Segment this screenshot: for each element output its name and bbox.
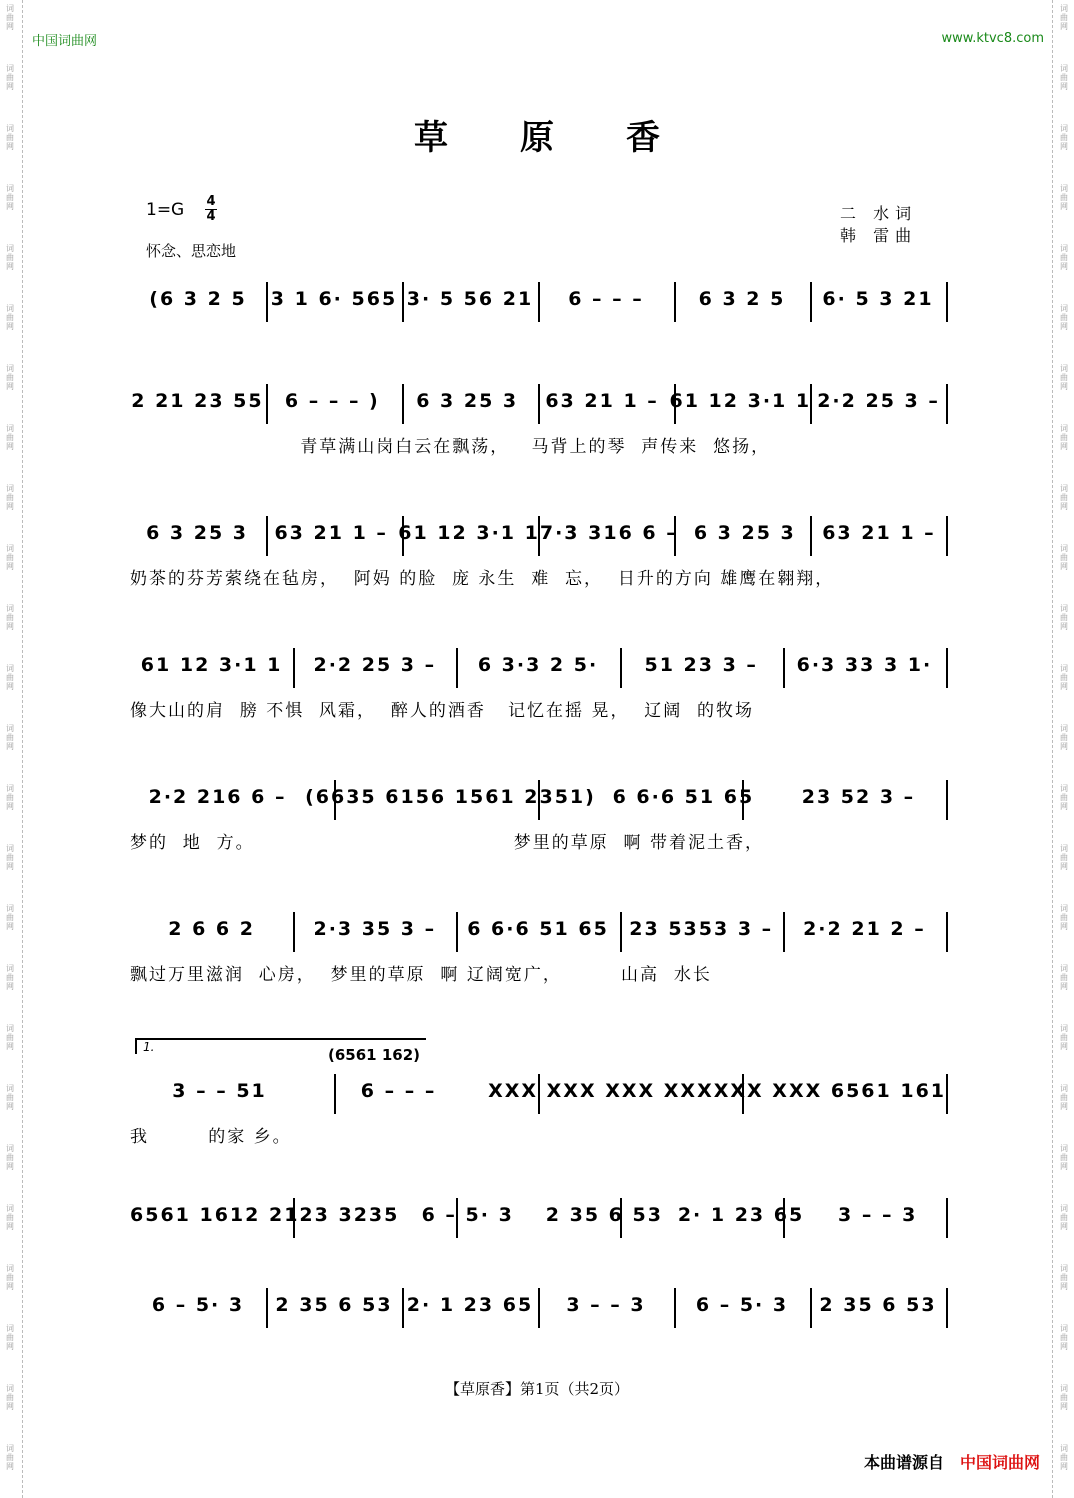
measure: 6 – – – [360, 1080, 437, 1102]
side-watermark-glyphs: 词 曲 网 [6, 1264, 14, 1291]
measure-group [130, 1204, 946, 1226]
score-row [130, 648, 946, 690]
score-row [130, 912, 946, 954]
side-watermark-glyphs: 词 曲 网 [6, 544, 14, 571]
measure-group [130, 918, 946, 940]
barline [674, 384, 676, 424]
time-signature [205, 195, 217, 224]
side-watermark-glyphs: 词 曲 网 [6, 1084, 14, 1111]
left-border [22, 0, 23, 1498]
side-watermark-glyphs: 词 曲 网 [6, 64, 14, 91]
barline [402, 282, 404, 322]
measure: 3 – – 3 [838, 1204, 918, 1226]
right-border [1052, 0, 1053, 1498]
lyricist: 二 水词 [840, 204, 918, 223]
measure: 23 5353 3 – [629, 918, 774, 940]
barline [620, 648, 622, 688]
source-label: 本曲谱源自 [863, 1453, 944, 1472]
barline [538, 780, 540, 820]
measure: 61 12 3·1 1 [140, 654, 283, 676]
side-watermark-glyphs: 词 曲 网 [6, 484, 14, 511]
measure: 3· 5 56 21 [406, 288, 534, 310]
measure: 2·3 35 3 – [313, 918, 437, 940]
barline [266, 282, 268, 322]
barline [538, 1288, 540, 1328]
barline [293, 1198, 295, 1238]
barline [946, 1074, 948, 1114]
measure: 2 6 6 2 [168, 918, 255, 940]
barline [456, 1198, 458, 1238]
measure: 6 3·3 2 5· [477, 654, 599, 676]
side-watermark-glyphs: 词 曲 网 [6, 244, 14, 271]
side-watermark-glyphs: 词 曲 网 [1060, 1204, 1068, 1231]
side-watermark-glyphs: 词 曲 网 [6, 1144, 14, 1171]
side-watermark-glyphs: 词 曲 网 [1060, 64, 1068, 91]
key-signature: 1=G [146, 200, 185, 220]
lyric-line: 梦的 地 方。 梦里的草原 啊 带着泥土香， [130, 833, 764, 853]
barline [266, 516, 268, 556]
measure: 2·2 216 6 – [148, 786, 287, 808]
measure: 6 – – – ) [284, 390, 380, 412]
barline [946, 282, 948, 322]
credits [840, 203, 917, 247]
barline [293, 648, 295, 688]
barline [742, 780, 744, 820]
measure: 2·2 25 3 – [817, 390, 940, 412]
measure: 63 21 1 – [545, 390, 659, 412]
side-watermark-glyphs: 词 曲 网 [6, 424, 14, 451]
barline [402, 516, 404, 556]
side-watermark-glyphs: 词 曲 网 [6, 964, 14, 991]
barline [266, 384, 268, 424]
barline [810, 1288, 812, 1328]
side-watermark-glyphs: 词 曲 网 [1060, 484, 1068, 511]
measure: 2· 1 23 65 [406, 1294, 534, 1316]
barline [783, 912, 785, 952]
barline [783, 648, 785, 688]
side-watermark-glyphs: 词 曲 网 [6, 1384, 14, 1411]
side-watermark-glyphs: 词 曲 网 [1060, 1024, 1068, 1051]
side-watermark-glyphs: 词 曲 网 [1060, 304, 1068, 331]
barline [783, 1198, 785, 1238]
side-watermark-glyphs: 词 曲 网 [1060, 244, 1068, 271]
side-watermark-glyphs: 词 曲 网 [1060, 664, 1068, 691]
site-url-right[interactable]: www.ktvc8.com [941, 31, 1044, 46]
score-row [130, 516, 946, 558]
volta-label: 1. [143, 1040, 155, 1054]
score-row [130, 282, 946, 324]
score-row [130, 1198, 946, 1240]
measure: 6 – 5· 3 [695, 1294, 789, 1316]
barline [402, 384, 404, 424]
side-watermark-glyphs: 词 曲 网 [1060, 1084, 1068, 1111]
barline [293, 912, 295, 952]
measure: 2 35 6 53 [819, 1294, 937, 1316]
measure: 63 21 1 – [274, 522, 388, 544]
song-title: 草原香 [414, 118, 732, 158]
measure: 51 23 3 – [644, 654, 758, 676]
side-watermark-glyphs: 词 曲 网 [1060, 184, 1068, 211]
barline [674, 1288, 676, 1328]
side-watermark-glyphs: 词 曲 网 [6, 784, 14, 811]
lyric-line: 奶茶的芬芳萦绕在毡房， 阿妈 的脸 庞 永生 难 忘， 日升的方向 雄鹰在翱翔， [130, 569, 835, 589]
tempo-mood: 怀念、思恋地 [146, 242, 237, 260]
barline [674, 516, 676, 556]
barline [334, 1074, 336, 1114]
side-watermark-glyphs: 词 曲 网 [6, 124, 14, 151]
site-name-left[interactable]: 中国词曲网 [32, 34, 98, 49]
side-watermark-glyphs: 词 曲 网 [6, 1324, 14, 1351]
side-watermark-glyphs: 词 曲 网 [6, 1024, 14, 1051]
side-watermark-glyphs: 词 曲 网 [1060, 964, 1068, 991]
measure: 2 35 6 53 [275, 1294, 393, 1316]
measure: 2 21 23 55 [131, 390, 264, 412]
side-watermark-glyphs: 词 曲 网 [1060, 1444, 1068, 1471]
measure: 2·2 25 3 – [313, 654, 437, 676]
side-watermark-glyphs: 词 曲 网 [6, 724, 14, 751]
measure: 2·2 21 2 – [803, 918, 926, 940]
side-watermark-glyphs: 词 曲 网 [1060, 904, 1068, 931]
lyric-line: 青草满山岗白云在飘荡， 马背上的琴 声传来 悠扬， [130, 437, 771, 457]
side-watermark-glyphs: 词 曲 网 [6, 904, 14, 931]
measure: 6 3 25 3 [146, 522, 249, 544]
side-watermark-glyphs: 词 曲 网 [6, 844, 14, 871]
barline [946, 648, 948, 688]
measure: 2 35 6 53 [545, 1204, 663, 1226]
side-watermark-glyphs: 词 曲 网 [1060, 364, 1068, 391]
measure: 6 – 5· 3 [151, 1294, 245, 1316]
score-row [130, 780, 946, 822]
barline [946, 384, 948, 424]
side-watermark-glyphs: 词 曲 网 [6, 304, 14, 331]
side-watermark-glyphs: 词 曲 网 [1060, 1144, 1068, 1171]
barline [810, 516, 812, 556]
measure-group [130, 654, 946, 676]
measure: 6561 1612 2123 3235 [130, 1204, 400, 1226]
measure: 61 12 3·1 1 [669, 390, 812, 412]
measure: 6·3 33 3 1· [796, 654, 933, 676]
side-watermark-glyphs: 词 曲 网 [1060, 4, 1068, 31]
side-watermark-glyphs: 词 曲 网 [6, 664, 14, 691]
side-watermark-glyphs: 词 曲 网 [1060, 604, 1068, 631]
measure: 6 3 25 3 [693, 522, 796, 544]
side-watermark-glyphs: 词 曲 网 [1060, 844, 1068, 871]
side-watermark-glyphs: 词 曲 网 [6, 1444, 14, 1471]
measure: 2· 1 23 65 [677, 1204, 805, 1226]
page-footer: 【草原香】第1页（共2页） [444, 1380, 630, 1398]
side-watermark-glyphs: 词 曲 网 [6, 364, 14, 391]
measure: XXX XXX XXX XXX [488, 1080, 714, 1102]
barline [538, 384, 540, 424]
barline [946, 516, 948, 556]
lyric-line: 飘过万里滋润 心房， 梦里的草原 啊 辽阔宽广， 山高 水长 [130, 965, 712, 985]
side-watermark-glyphs: 词 曲 网 [1060, 424, 1068, 451]
measure: 3 – – 3 [566, 1294, 646, 1316]
lyric-line: 像大山的肩 膀 不惧 风霜， 醉人的酒香 记忆在摇 晃， 辽阔 的牧场 [130, 701, 755, 721]
source-brand[interactable]: 中国词曲网 [959, 1453, 1040, 1472]
barline [456, 648, 458, 688]
measure: 23 52 3 – [801, 786, 916, 808]
score-row [130, 1288, 946, 1330]
measure: 6· 5 3 21 [822, 288, 934, 310]
side-watermark-glyphs: 词 曲 网 [6, 1204, 14, 1231]
barline [334, 780, 336, 820]
measure: 6 6·6 51 65 [467, 918, 609, 940]
measure: 63 21 1 – [822, 522, 936, 544]
side-watermark-glyphs: 词 曲 网 [1060, 544, 1068, 571]
measure: 6 – – – [568, 288, 644, 310]
side-watermark-glyphs: 词 曲 网 [1060, 724, 1068, 751]
barline [742, 1074, 744, 1114]
barline [810, 282, 812, 322]
source-credit [864, 1450, 1040, 1473]
barline [620, 912, 622, 952]
side-watermark-glyphs: 词 曲 网 [6, 184, 14, 211]
measure: 6 3 25 3 [416, 390, 519, 412]
barline [266, 1288, 268, 1328]
barline [810, 384, 812, 424]
side-watermark-glyphs: 词 曲 网 [1060, 1384, 1068, 1411]
composer: 韩 雷曲 [840, 226, 918, 245]
barline [402, 1288, 404, 1328]
measure: 6 – 5· 3 [421, 1204, 514, 1226]
measure: XXX XXX 6561 161 [713, 1080, 947, 1102]
measure: 7·3 316 6 – [539, 522, 678, 544]
barline [538, 282, 540, 322]
measure: 3 1 6· 565 [270, 288, 398, 310]
measure: 6 3 2 5 [698, 288, 786, 310]
side-watermark-glyphs: 词 曲 网 [6, 4, 14, 31]
side-watermark-glyphs: 词 曲 网 [6, 604, 14, 631]
barline [538, 1074, 540, 1114]
side-watermark-glyphs: 词 曲 网 [1060, 1324, 1068, 1351]
barline [456, 912, 458, 952]
side-watermark-glyphs: 词 曲 网 [1060, 1264, 1068, 1291]
barline [946, 1288, 948, 1328]
barline [946, 912, 948, 952]
measure: (6 3 2 5 [149, 288, 247, 310]
barline [620, 1198, 622, 1238]
time-sig-bottom: 4 [206, 209, 216, 224]
time-sig-top: 4 [206, 194, 216, 209]
barline [946, 780, 948, 820]
side-watermark-glyphs: 词 曲 网 [1060, 784, 1068, 811]
measure: (6635 6156 1561 2351) [305, 786, 596, 808]
barline [946, 1198, 948, 1238]
measure: 6 6·6 51 65 [612, 786, 755, 808]
side-watermark-glyphs: 词 曲 网 [1060, 124, 1068, 151]
score-row [130, 384, 946, 426]
volta-small-notes: (6561 162) [328, 1046, 420, 1064]
score-row [130, 1074, 946, 1116]
barline [674, 282, 676, 322]
barline [538, 516, 540, 556]
measure: 61 12 3·1 1 [398, 522, 540, 544]
lyric-line: 我 的家 乡。 [130, 1127, 292, 1147]
measure: 3 – – 51 [172, 1080, 267, 1102]
